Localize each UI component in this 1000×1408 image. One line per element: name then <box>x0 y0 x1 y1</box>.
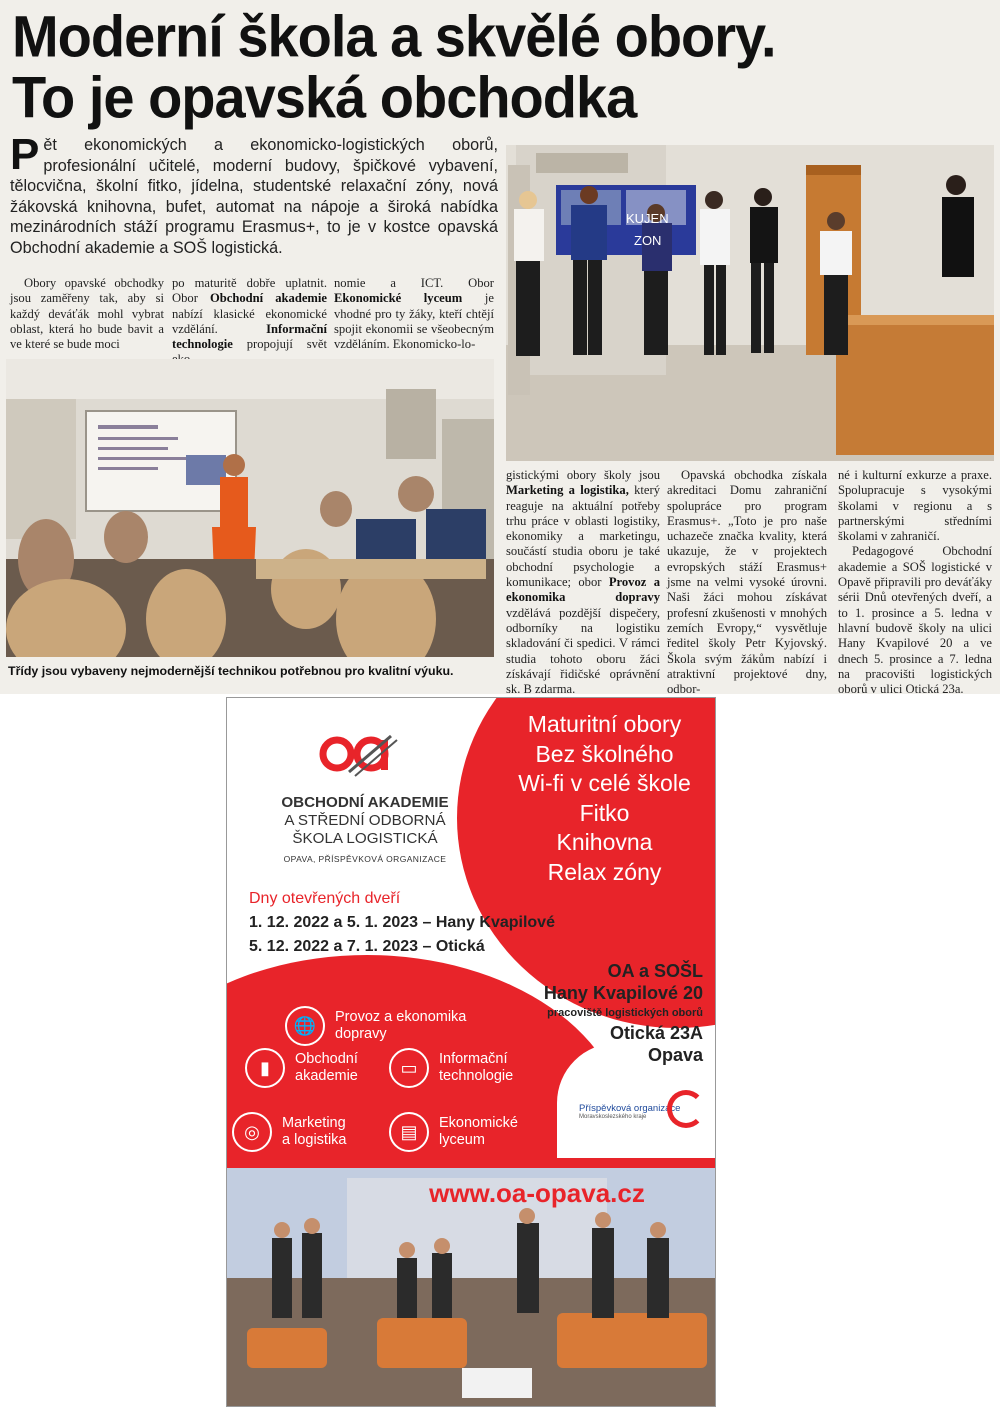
region-logo-icon <box>667 1090 705 1128</box>
org-sublabel: Moravskoslezského kraje <box>579 1114 647 1120</box>
org-label: Příspěvková organizace <box>579 1103 681 1114</box>
school-advertisement <box>226 697 716 1407</box>
document-icon: ▤ <box>389 1112 429 1152</box>
article-lead <box>10 130 498 259</box>
school-name <box>245 794 485 864</box>
col2-text-c: nabízí klasické ekonomické vzdělání. <box>172 306 327 336</box>
article-column-5 <box>667 468 827 697</box>
col1-text: Obory opavské obchodky jsou zaměřeny tak, aby si každý deváťák mohl vybrat oblast, která ho bude bavit a ve které se bude moci <box>10 276 164 352</box>
feature-list <box>502 710 707 887</box>
open-days-line: 1. 12. 2022 a 5. 1. 2023 – Hany Kvapilové <box>249 914 555 931</box>
field-label: Ekonomické lyceum <box>439 1115 518 1148</box>
col4-bold-2: Provoz a ekonomika dopravy <box>506 575 661 605</box>
col2-text-a: po maturitě dobře uplatnit. Obor <box>172 276 327 306</box>
school-name-line-1: OBCHODNÍ AKADEMIE <box>281 794 449 811</box>
classroom-photo <box>6 359 494 657</box>
col4-text-c: který reaguje na aktuální potřeby trhu práce v oblasti logistiky, ekonomiky a marketingu, součástí studia oboru je také obchodní psychologie a komunikace; obor <box>506 483 660 590</box>
field-label: Obchodní akademie <box>295 1051 358 1084</box>
headline-line-2: To je opavská obchodka <box>12 63 637 130</box>
article-clipping <box>0 0 1000 697</box>
col3-text-a: nomie a ICT. Obor <box>334 276 494 290</box>
globe-icon: 🌐 <box>285 1006 325 1046</box>
school-logo-icon <box>319 732 399 780</box>
field-item-transport <box>285 1006 466 1046</box>
col6-paragraph-2: Pedagogové Obchodní akademie a SOŠ logistické v Opavě připravili pro deváťáky sérii Dnů otevřených dveří, a to 1. prosince a 5. ledna v hlavní budově školy na ulici Hany Kvapilové 20 a ve dnech 5. prosince a 7. ledna na pracovišti logistických oborů v ulici Otická 23a. <box>838 544 992 697</box>
feature-item: Maturitní obory <box>527 711 682 737</box>
article-column-3 <box>334 276 494 352</box>
address-line-2: Hany Kvapilové 20 <box>543 983 703 1003</box>
field-item-marketing <box>232 1112 346 1152</box>
col4-text-d: vzdělává pozdější dispečery, odborníky na logistiku skladování či spedici. V rámci studia tohoto oboru žáci získávají řidičské oprávnění sk. B zdarma. <box>506 605 660 697</box>
school-website-link[interactable]: www.oa-opava.cz <box>429 1178 645 1208</box>
photo-caption: Třídy jsou vybaveny nejmodernější technikou potřebnou pro kvalitní výuku. <box>8 664 454 678</box>
col2-bold-2: Informační technologie <box>172 321 327 352</box>
lead-dropcap: P <box>10 130 40 179</box>
address-line-4: Otická 23A <box>609 1023 703 1043</box>
col2-text-d: propojují svět <box>246 337 327 352</box>
feature-item: Wi-fi v celé škole <box>518 770 691 796</box>
col6-paragraph-1: né i kulturní exkurze a praxe. Spolupracuje s vysokými školami v regionu a s partnerskými středními školami v zahraničí. <box>838 468 992 544</box>
svg-text:KUJEN: KUJEN <box>626 211 669 226</box>
article-headline <box>12 2 992 130</box>
col2-bold-1: Obchodní akademie <box>209 291 327 306</box>
school-name-line-2: A STŘEDNÍ ODBORNÁ <box>284 812 446 829</box>
presentation-photo <box>506 145 994 461</box>
field-item-business-academy <box>245 1048 358 1088</box>
field-label: Informační technologie <box>439 1051 514 1084</box>
col4-bold-1: Marketing a logistika, <box>506 483 629 498</box>
school-subtitle: OPAVA, PŘÍSPĚVKOVÁ ORGANIZACE <box>283 854 447 864</box>
lead-text: ět ekonomických a ekonomicko-logistických oborů, profesionální učitelé, moderní budovy, špičkové vybavení, tělocvična, školní fitko, jídelna, studentské relaxační zóny, nová žákovská knihovna, bufet, automat na nápoje a široká nabídka mezinárodních stáží programu Erasmus+, to je v kostce opavská Obchodní akademie a SOŠ logistická. <box>10 136 498 257</box>
field-label: Marketing a logistika <box>282 1115 347 1148</box>
headline-line-1: Moderní škola a skvělé obory. <box>12 2 776 70</box>
feature-item: Fitko <box>579 799 630 826</box>
feature-item: Relax zóny <box>547 858 662 885</box>
open-days-line: 5. 12. 2022 a 7. 1. 2023 – Otická <box>249 938 485 955</box>
article-column-4 <box>506 468 660 697</box>
open-days-title: Dny otevřených dveří <box>249 890 401 907</box>
article-column-1 <box>10 276 164 352</box>
coins-icon: ◎ <box>232 1112 272 1152</box>
field-item-lyceum <box>389 1112 518 1152</box>
col5-text: Opavská obchodka získala akreditaci Domu zahraniční spolupráce pro program Erasmus+. „Toto je pro naše uchazeče značka kvality, která ukazuje, že v projektech evropských stáží Erasmus+ jsme na velmi vysoké úrovni. Naši žáci mohou získávat profesní zkušenosti v mnohých zemích Evropy,“ vysvětluje ředitel školy Petr Kyjovský. Škola svým žákům nabízí i atraktivní projektové dny, odbor- <box>667 468 827 697</box>
col4-text-a: gistickými obory školy jsou <box>506 468 660 482</box>
feature-item: Knihovna <box>556 829 653 855</box>
bar-chart-icon: ▮ <box>245 1048 285 1088</box>
field-item-it <box>389 1048 513 1088</box>
address-line-5: Opava <box>647 1045 703 1065</box>
address-line-1: OA a SOŠL <box>607 961 703 981</box>
col3-bold: Ekonomické lyceum <box>334 291 463 306</box>
address-line-3: pracoviště logistických oborů <box>547 1007 703 1019</box>
laptop-icon: ▭ <box>389 1048 429 1088</box>
feature-item: Bez školného <box>535 740 674 767</box>
article-column-6 <box>838 468 992 697</box>
article-column-2 <box>172 276 327 368</box>
svg-text:ZON: ZON <box>634 233 662 248</box>
school-name-line-3: ŠKOLA LOGISTICKÁ <box>292 830 438 847</box>
field-label: Provoz a ekonomika dopravy <box>335 1009 467 1042</box>
col3-text-c: je vhodné pro ty žáky, kteří chtějí spojit ekonomii se všeobecným vzděláním. Ekonomicko-lo- <box>334 291 494 352</box>
